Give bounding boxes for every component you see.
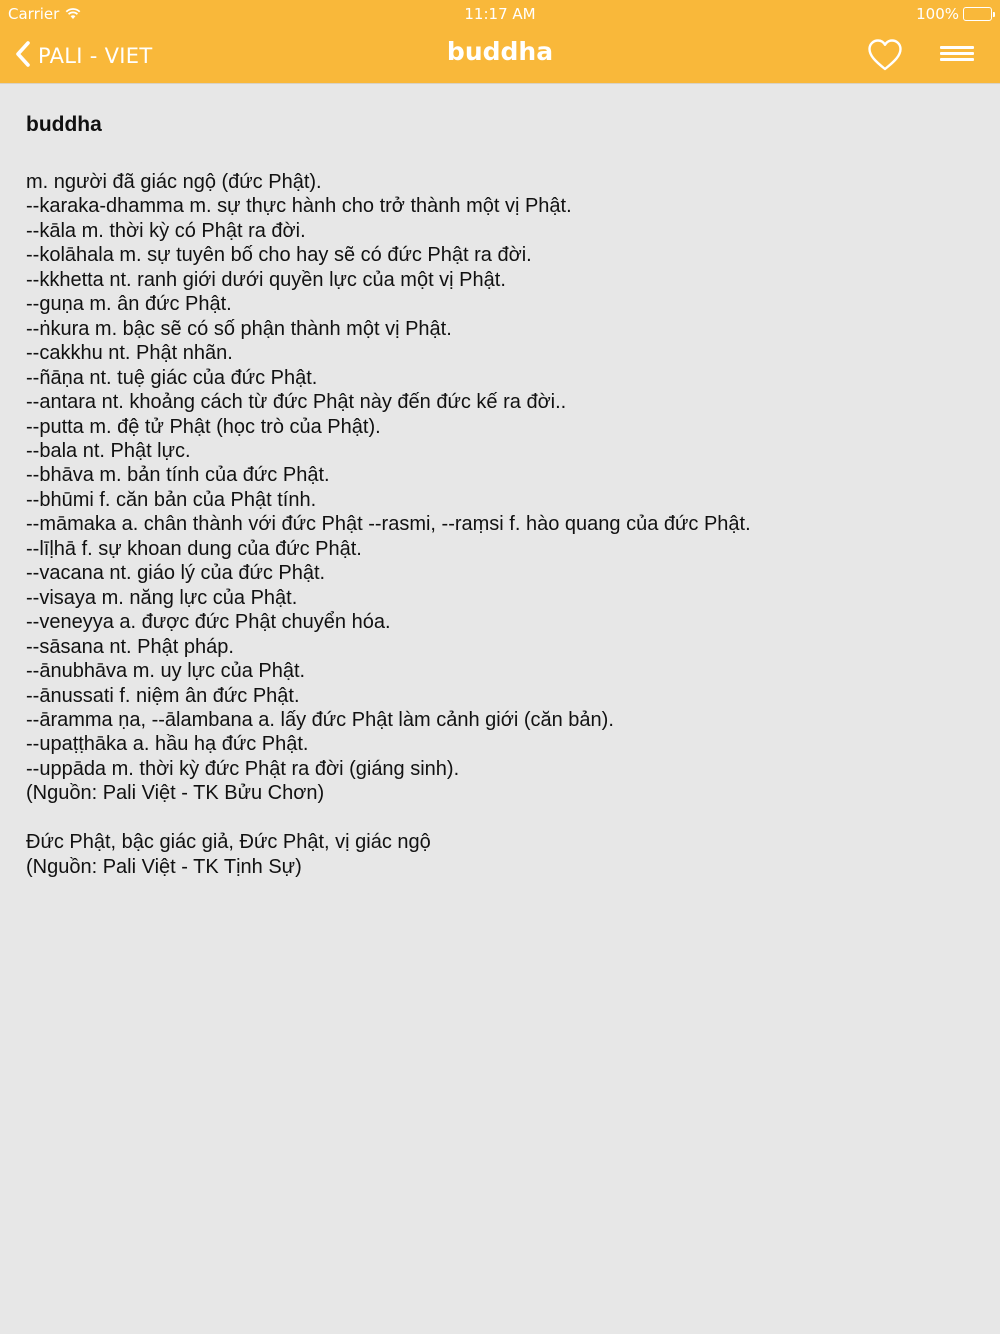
heart-icon [866,57,904,76]
definition-line: --sāsana nt. Phật pháp. [26,635,234,658]
nav-row [0,28,1000,84]
definition-line: --karaka-dhamma m. sự thực hành cho trở thành một vị Phật. [26,195,572,218]
second-definition-block [26,830,976,879]
favorite-button[interactable] [866,38,904,72]
definition-line: --uppāda m. thời kỳ đức Phật ra đời (giáng sinh). [26,757,460,780]
definition-line: --antara nt. khoảng cách từ đức Phật này đến đức kế ra đời.. [26,391,567,414]
definition-line: Đức Phật, bậc giác giả, Đức Phật, vị giác ngộ [26,831,431,854]
definition-line: (Nguồn: Pali Việt - TK Tịnh Sự) [26,855,302,878]
definition-line: --bala nt. Phật lực. [26,439,191,462]
definition-line: --visaya m. năng lực của Phật. [26,586,298,609]
definition-line: m. người đã giác ngộ (đức Phật). [26,171,322,193]
definition-line: --bhāva m. bản tính của đức Phật. [26,464,330,487]
definition-line: --guṇa m. ân đức Phật. [26,293,232,316]
menu-button[interactable] [938,42,976,68]
definition-line: --bhūmi f. căn bản của Phật tính. [26,488,317,511]
battery-indicator [916,5,992,23]
definition-line: --kolāhala m. sự tuyên bố cho hay sẽ có đức Phật ra đời. [26,244,532,267]
back-button-label: PALI - VIET [38,44,153,68]
definition-line: --ṅkura m. bậc sẽ có số phận thành một vị Phật. [26,317,452,340]
definition-line: --vacana nt. giáo lý của đức Phật. [26,562,326,585]
definition-line: --kkhetta nt. ranh giới dưới quyền lực của một vị Phật. [26,268,506,291]
definition-line: --ñāṇa nt. tuệ giác của đức Phật. [26,366,318,389]
definition-line: --kāla m. thời kỳ có Phật ra đời. [26,219,306,242]
page-title: buddha [446,37,554,66]
definition-line: --veneyya a. được đức Phật chuyển hóa. [26,611,391,634]
definition-line: --cakkhu nt. Phật nhãn. [26,342,233,365]
navigation-bar [0,0,1000,84]
definition-line: (Nguồn: Pali Việt - TK Bửu Chơn) [26,782,325,805]
battery-percent: 100% [916,5,959,23]
definition-line: --māmaka a. chân thành với đức Phật --rasmi, --raṃsi f. hào quang của đức Phật. [26,513,751,536]
battery-icon [963,7,992,21]
clock: 11:17 AM [464,5,536,23]
headword: buddha [26,113,102,136]
chevron-left-icon [14,40,32,72]
definition-line: --upaṭṭhāka a. hầu hạ đức Phật. [26,733,309,756]
entry-content [26,100,976,879]
definition-line: --ānubhāva m. uy lực của Phật. [26,660,306,683]
definition-line: --āramma ṇa, --ālambana a. lấy đức Phật làm cảnh giới (căn bản). [26,708,614,731]
definition-line: --putta m. đệ tử Phật (học trò của Phật). [26,415,381,438]
status-bar [0,0,1000,28]
carrier-label: Carrier [8,5,60,23]
definition-line: --ānussati f. niệm ân đức Phật. [26,684,300,707]
definition-block [26,170,976,806]
definition-line: --līḷhā f. sự khoan dung của đức Phật. [26,537,362,560]
back-button[interactable] [14,38,152,74]
